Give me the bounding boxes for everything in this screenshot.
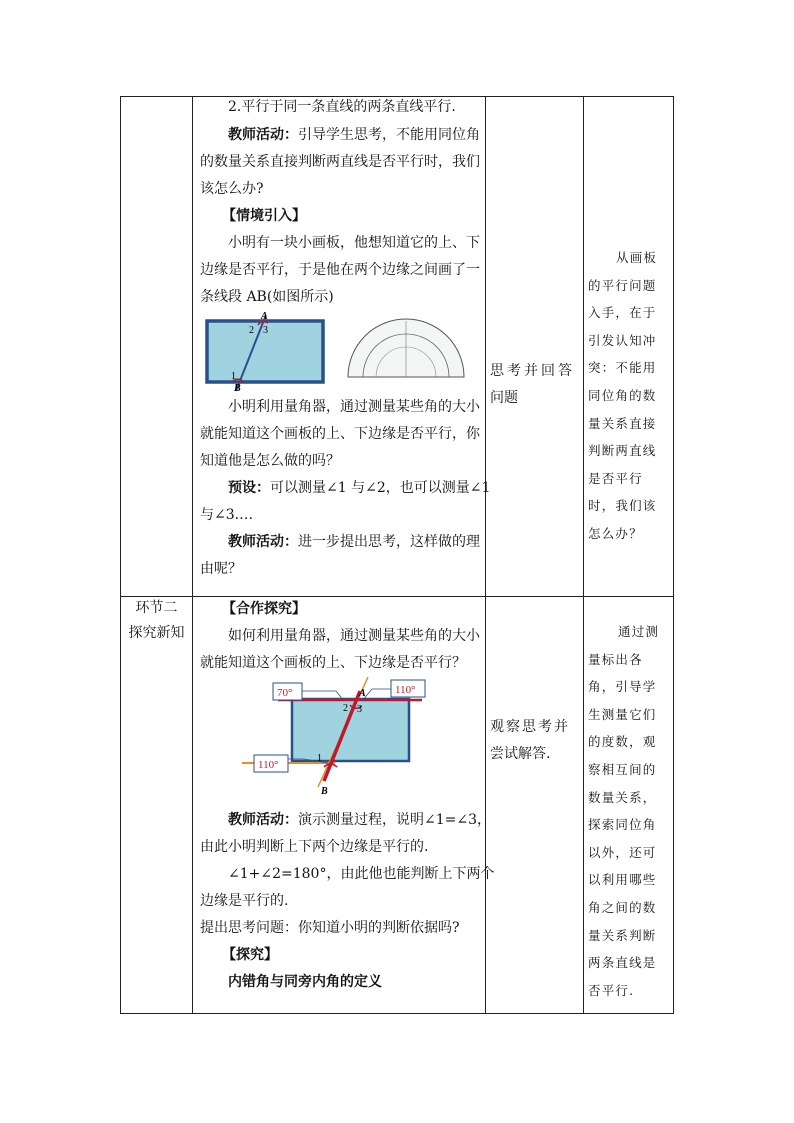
label-a: A [261,311,268,322]
content-line: 该怎么办? [200,181,264,197]
content-line: 小明有一块小画板，他想知道它的上、下 [228,235,480,251]
content-line: 边缘是平行的. [200,893,289,909]
table-border-left [120,96,121,1014]
label-b: B [234,383,241,393]
content-line: 的数量关系直接判断两直线是否平行时，我们 [200,154,480,170]
lesson-table [120,96,674,1014]
measurement-figure [200,677,480,801]
design-note-line: 是否平行 [588,470,643,486]
row2-student-cell [490,714,582,768]
design-note-line: 探索同位角 [588,817,657,833]
design-note-line: 否平行. [588,982,635,998]
content-line: 与∠3.… [200,507,254,523]
design-note-line: 以外，还可 [588,844,657,860]
design-note-line: 以利用哪些 [588,872,657,888]
student-activity-line: 尝试解答. [490,746,551,762]
content-line: 条线段 AB(如图所示) [200,289,334,305]
row1-content-cell [200,96,491,583]
student-activity-line: 问题 [490,390,518,406]
content-line: 小明利用量角器，通过测量某些角的大小 [228,399,480,415]
design-note-line: 两条直线是 [588,955,657,971]
design-note-line: 的度数，观 [588,734,657,750]
label-3: 3 [357,704,362,715]
design-note-line: 生测量它们 [588,706,657,722]
teacher-activity-text: 进一步提出思考，这样做的理 [298,534,480,550]
angle-top-left: 70° [277,687,293,699]
teacher-activity-label: 教师活动： [228,812,298,828]
row2-stage-cell [121,596,192,646]
label-b: B [321,786,328,797]
content-line: 由呢？ [200,561,242,577]
preset-text: 可以测量∠1 与∠2，也可以测量∠1 [270,480,491,496]
content-line: 提出思考问题：你知道小明的判断依据吗? [200,920,460,936]
design-note-line: 突：不能用 [588,360,657,376]
angle-top-right: 110° [395,684,416,696]
design-note-line: 数量关系， [588,789,657,805]
drawing-board [292,699,409,761]
label-2: 2 [343,703,348,714]
label-3: 3 [263,325,268,336]
teacher-activity-text: 演示测量过程，说明∠1=∠3， [298,812,492,828]
teacher-activity-label: 教师活动： [228,127,298,143]
content-line: 知道他是怎么做的吗？ [200,453,340,469]
angle-bottom-left: 110° [258,759,279,771]
teacher-activity-text: 引导学生思考，不能用同位角 [298,127,480,143]
design-note-line: 角之间的数 [588,899,657,915]
preset [200,475,491,502]
design-note-line: 怎么办？ [588,525,643,541]
design-note-line: 入手，在于 [588,305,657,321]
design-note-line: 量标出各 [588,651,643,667]
scenario-heading: 【情境引入】 [222,208,306,224]
row2-notes-cell [588,618,672,1004]
figure-row-1 [200,311,480,393]
content-line: 由此小明判断上下两个边缘是平行的. [200,839,429,855]
preset-label: 预设： [228,480,270,496]
cooperation-heading: 【合作探究】 [222,601,306,617]
table-divider-student [583,96,584,1014]
content-line: 就能知道这个画板的上、下边缘是否平行，你 [200,426,480,442]
content-line: 如何利用量角器，通过测量某些角的大小 [228,628,480,644]
design-note-line: 量关系直接 [588,415,657,431]
design-note-line: 同位角的数 [588,387,657,403]
design-note-line: 角，引导学 [588,679,657,695]
row1-notes-cell [588,244,672,548]
content-line: ∠1+∠2=180°，由此他也能判断上下两个 [228,866,495,882]
protractor-icon [348,319,464,377]
label-2: 2 [249,325,254,336]
label-1: 1 [231,371,236,382]
design-note-line: 量关系判断 [588,927,657,943]
label-a: A [359,688,366,699]
design-note-line: 时，我们该 [588,498,657,514]
design-note-line: 判断两直线 [588,443,657,459]
label-1: 1 [317,753,322,764]
design-note-line: 的平行问题 [588,277,657,293]
teacher-activity [200,122,480,149]
explore-heading: 【探究】 [222,947,278,963]
drawing-board-figure [200,311,480,393]
teacher-activity-label: 教师活动： [228,534,298,550]
design-note-line: 察相互间的 [588,761,657,777]
row2-content-cell [200,596,495,996]
table-divider-stage [192,96,193,1014]
design-note-line: 引发认知冲 [588,332,657,348]
teacher-activity-2 [200,529,480,556]
student-activity-line: 观察思考并 [490,719,570,735]
definition-line: 内错角与同旁内角的定义 [228,974,382,990]
stage-name: 环节二 [135,600,178,616]
table-border-bottom [120,1013,674,1014]
row1-student-cell [490,358,582,412]
content-line: 2.平行于同一条直线的两条直线平行. [228,99,456,115]
figure-row-2 [200,677,480,801]
content-line: 边缘是否平行，于是他在两个边缘之间画了一 [200,262,480,278]
content-line: 就能知道这个画板的上、下边缘是否平行？ [200,655,466,671]
student-activity-line: 思考并回答 [490,363,575,379]
teacher-activity [200,807,492,834]
stage-name: 探究新知 [128,625,185,641]
design-note-line: 通过测 [618,624,660,639]
table-border-right [673,96,674,1014]
design-note-line: 从画板 [616,250,658,265]
